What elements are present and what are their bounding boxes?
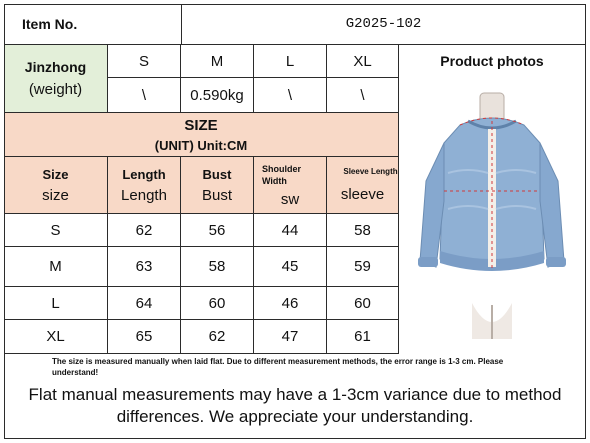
col-header-bust bbox=[181, 157, 254, 214]
col-header-shoulder bbox=[254, 157, 327, 214]
col-header-bust-top: Bust bbox=[202, 166, 232, 182]
weight-value-l: \ bbox=[254, 78, 327, 113]
product-photo bbox=[399, 77, 585, 355]
table-row-m-length: 63 bbox=[108, 247, 181, 287]
table-row-l-size: L bbox=[4, 287, 108, 320]
col-header-sleeve bbox=[327, 157, 399, 214]
table-row-xl-length: 65 bbox=[108, 320, 181, 354]
weight-size-l: L bbox=[254, 45, 327, 78]
table-row-m-size: M bbox=[4, 247, 108, 287]
table-row-s-size: S bbox=[4, 214, 108, 247]
table-row-s-shoulder: 44 bbox=[254, 214, 327, 247]
col-header-length bbox=[108, 157, 181, 214]
table-row-s-bust: 56 bbox=[181, 214, 254, 247]
weight-value-m: 0.590kg bbox=[181, 78, 254, 113]
col-header-shoulder-bottom: sw bbox=[280, 190, 300, 208]
table-row-s-sleeve: 58 bbox=[327, 214, 399, 247]
table-row-xl-shoulder: 47 bbox=[254, 320, 327, 354]
table-row-l-sleeve: 60 bbox=[327, 287, 399, 320]
table-row-m-bust: 58 bbox=[181, 247, 254, 287]
table-row-s-length: 62 bbox=[108, 214, 181, 247]
col-header-length-bottom: Length bbox=[121, 186, 167, 204]
item-no-label: Item No. bbox=[4, 4, 182, 45]
weight-label-line1: Jinzhong bbox=[24, 59, 87, 75]
measurement-note-small: The size is measured manually when laid flat. Due to different measurement methods, the error range is 1-3 cm. Please understand! bbox=[52, 357, 504, 377]
measurement-note-large: Flat manual measurements may have a 1-3cm variance due to method differences. We appreciate your understanding. bbox=[28, 385, 562, 426]
table-row-xl-bust: 62 bbox=[181, 320, 254, 354]
weight-size-xl: XL bbox=[327, 45, 399, 78]
weight-size-m: M bbox=[181, 45, 254, 78]
size-chart-sheet bbox=[4, 4, 586, 439]
table-row-l-length: 64 bbox=[108, 287, 181, 320]
table-row-xl-size: XL bbox=[4, 320, 108, 354]
weight-size-s: S bbox=[108, 45, 181, 78]
item-no-value: G2025-102 bbox=[182, 4, 586, 45]
col-header-size bbox=[4, 157, 108, 214]
product-photos-label: Product photos bbox=[399, 45, 586, 78]
size-banner-title: SIZE bbox=[184, 116, 218, 134]
col-header-bust-bottom: Bust bbox=[201, 186, 232, 204]
table-row-xl-sleeve: 61 bbox=[327, 320, 399, 354]
denim-jacket-illustration bbox=[412, 91, 572, 341]
size-banner bbox=[4, 113, 399, 157]
size-banner-unit: (UNIT) Unit:CM bbox=[154, 137, 248, 153]
col-header-shoulder-top: Shoulder Width bbox=[262, 163, 302, 186]
col-header-size-bottom: size bbox=[42, 186, 69, 204]
table-row-l-shoulder: 46 bbox=[254, 287, 327, 320]
col-header-sleeve-top: Sleeve Length bbox=[343, 167, 398, 176]
table-row-m-shoulder: 45 bbox=[254, 247, 327, 287]
table-row-m-sleeve: 59 bbox=[327, 247, 399, 287]
weight-label-line2: (weight) bbox=[28, 81, 83, 98]
weight-label bbox=[4, 45, 108, 113]
weight-value-xl: \ bbox=[327, 78, 399, 113]
weight-value-s: \ bbox=[108, 78, 181, 113]
table-row-l-bust: 60 bbox=[181, 287, 254, 320]
col-header-sleeve-bottom: sleeve bbox=[340, 186, 385, 203]
col-header-length-top: Length bbox=[122, 166, 166, 182]
col-header-size-top: Size bbox=[42, 166, 69, 182]
